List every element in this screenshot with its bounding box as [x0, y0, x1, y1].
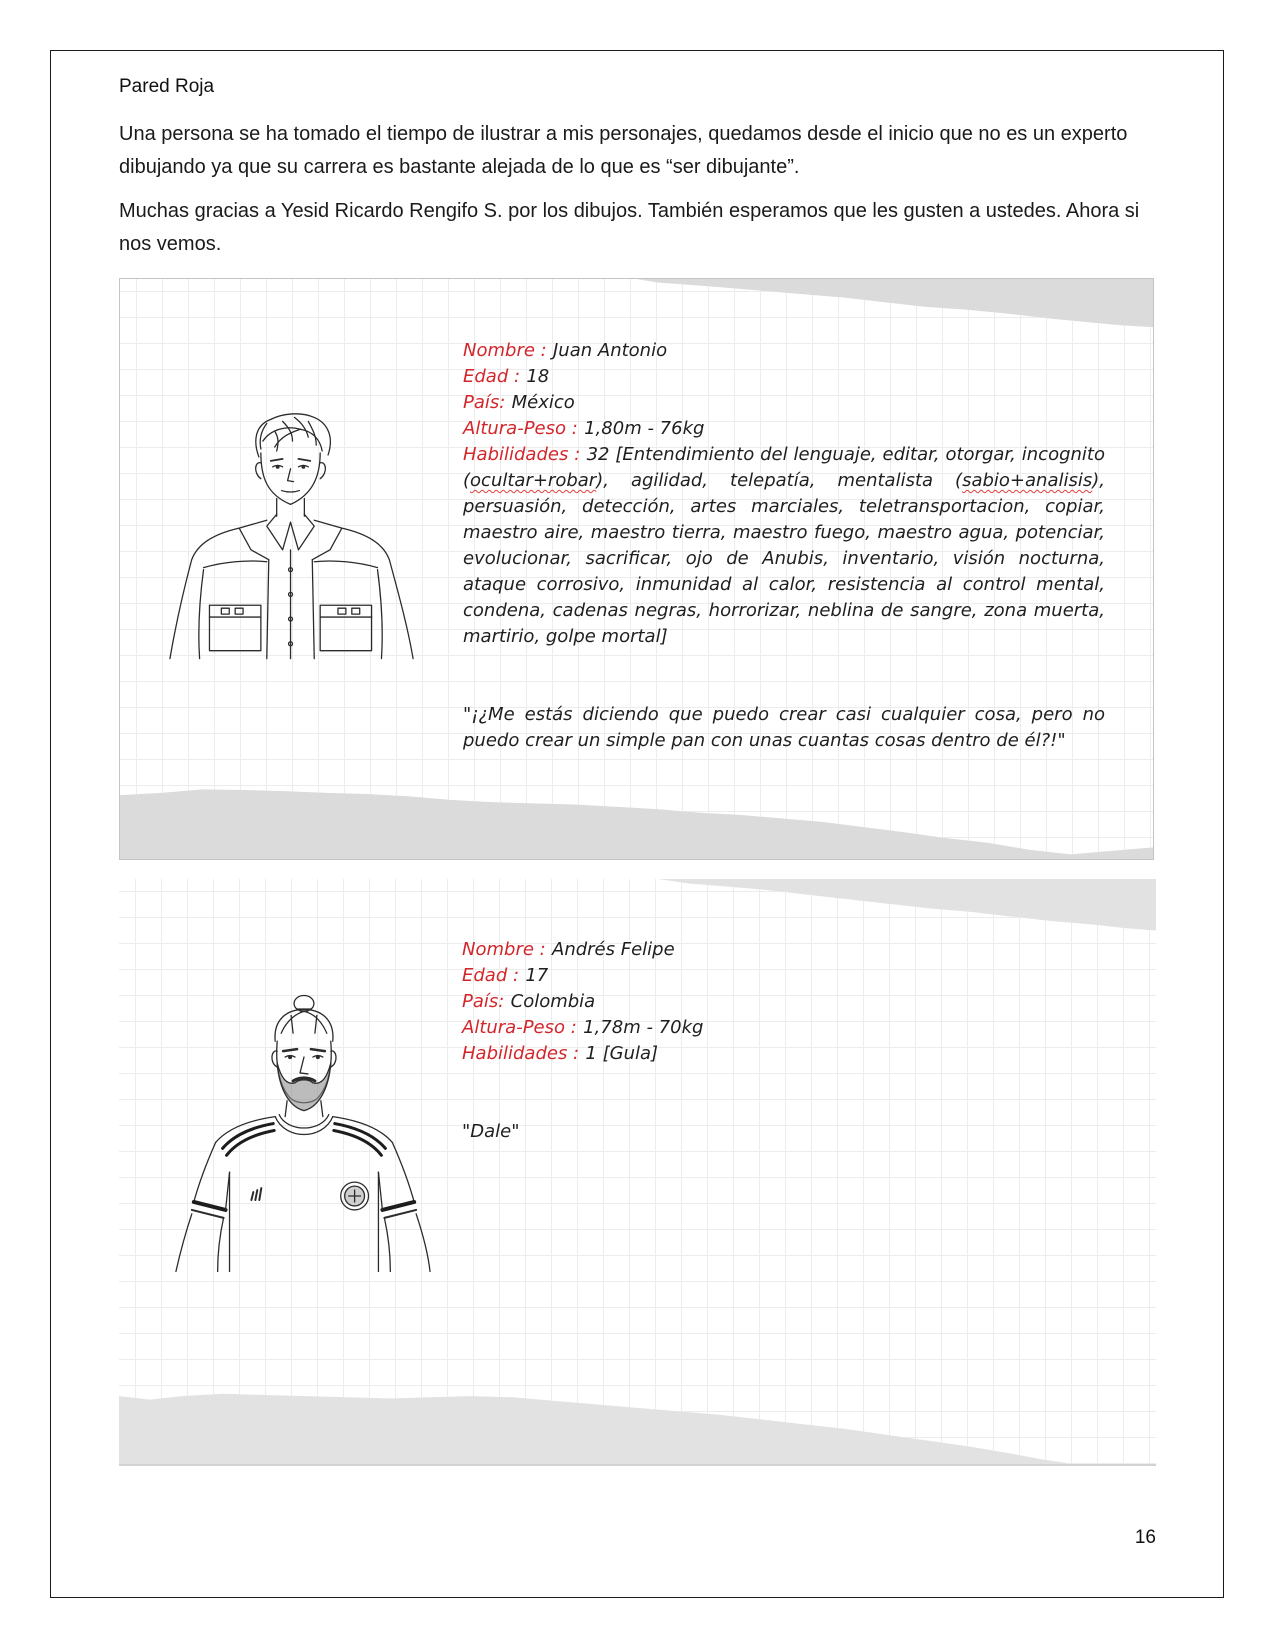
field-pais — [463, 390, 1105, 416]
field-label: Altura-Peso : — [463, 418, 578, 439]
character-info — [462, 937, 1104, 1145]
spellcheck-flagged-word: sabio+analisis — [962, 470, 1093, 491]
character-card-juan-antonio — [119, 278, 1154, 860]
field-altura-peso — [463, 416, 1105, 442]
field-pais — [462, 989, 1104, 1015]
field-value: 18 — [526, 366, 550, 387]
field-label: País: — [462, 991, 505, 1012]
character-quote: "¡¿Me estás diciendo que puedo crear casi cualquier cosa, pero no puedo crear un simple pan con unas cuantas cosas dentro de él?!" — [463, 704, 1105, 751]
field-label: Edad : — [462, 965, 520, 986]
field-label: Nombre : — [462, 939, 546, 960]
character-info — [463, 338, 1105, 754]
field-habilidades — [462, 1041, 1104, 1067]
character-quote: "Dale" — [462, 1121, 520, 1142]
field-value: 17 — [525, 965, 549, 986]
intro-paragraph: Una persona se ha tomado el tiempo de ilustrar a mis personajes, quedamos desde el inicio que no es un experto dibujando ya que su carrera es bastante alejada de lo que es “ser dibujante”. — [119, 123, 1128, 178]
skills-text: ), persuasión, detección, artes marciales, teletransportacion, copiar, maestro aire, maestro tierra, maestro fuego, maestro agua, potenciar, evolucionar, sacrificar, ojo de Anubis, inventario, visión nocturna, ataque corrosivo, inmunidad al calor, resistencia al control mental, condena, cadenas negras, horrorizar, neblina de sangre, zona muerta, martirio, golpe mortal] — [463, 470, 1105, 647]
field-value: Andrés Felipe — [552, 939, 675, 960]
field-label: Habilidades : — [462, 1043, 580, 1064]
character-card-andres-felipe — [119, 879, 1156, 1466]
field-habilidades — [463, 442, 1105, 650]
field-value: 1,80m - 76kg — [584, 418, 705, 439]
field-edad — [463, 364, 1105, 390]
field-nombre — [463, 338, 1105, 364]
field-label: País: — [463, 392, 506, 413]
skills-text: ), agilidad, telepatía, mentalista ( — [596, 470, 963, 491]
field-label: Nombre : — [463, 340, 547, 361]
page-number: 16 — [1134, 1527, 1156, 1548]
field-label: Edad : — [463, 366, 521, 387]
character-illustration — [164, 411, 421, 665]
field-label: Habilidades : — [463, 444, 581, 465]
intro-paragraph: Muchas gracias a Yesid Ricardo Rengifo S. por los dibujos. También esperamos que les gusten a ustedes. Ahora si nos vemos. — [119, 200, 1140, 255]
skills-text: 32 [Entendimiento del lenguaje, editar, otorgar, incognito ( — [463, 444, 1105, 491]
page-header: Pared Roja — [119, 76, 215, 97]
field-value: 1,78m - 70kg — [583, 1017, 704, 1038]
field-value: Juan Antonio — [553, 340, 668, 361]
field-value: México — [511, 392, 575, 413]
intro-text — [119, 118, 1156, 272]
field-altura-peso — [462, 1015, 1104, 1041]
field-label: Altura-Peso : — [462, 1017, 577, 1038]
field-edad — [462, 963, 1104, 989]
character-illustration — [168, 993, 436, 1272]
spellcheck-flagged-word: ocultar+robar — [470, 470, 597, 491]
skills-text: 1 [Gula] — [585, 1043, 659, 1064]
field-value: Colombia — [510, 991, 596, 1012]
field-nombre — [462, 937, 1104, 963]
